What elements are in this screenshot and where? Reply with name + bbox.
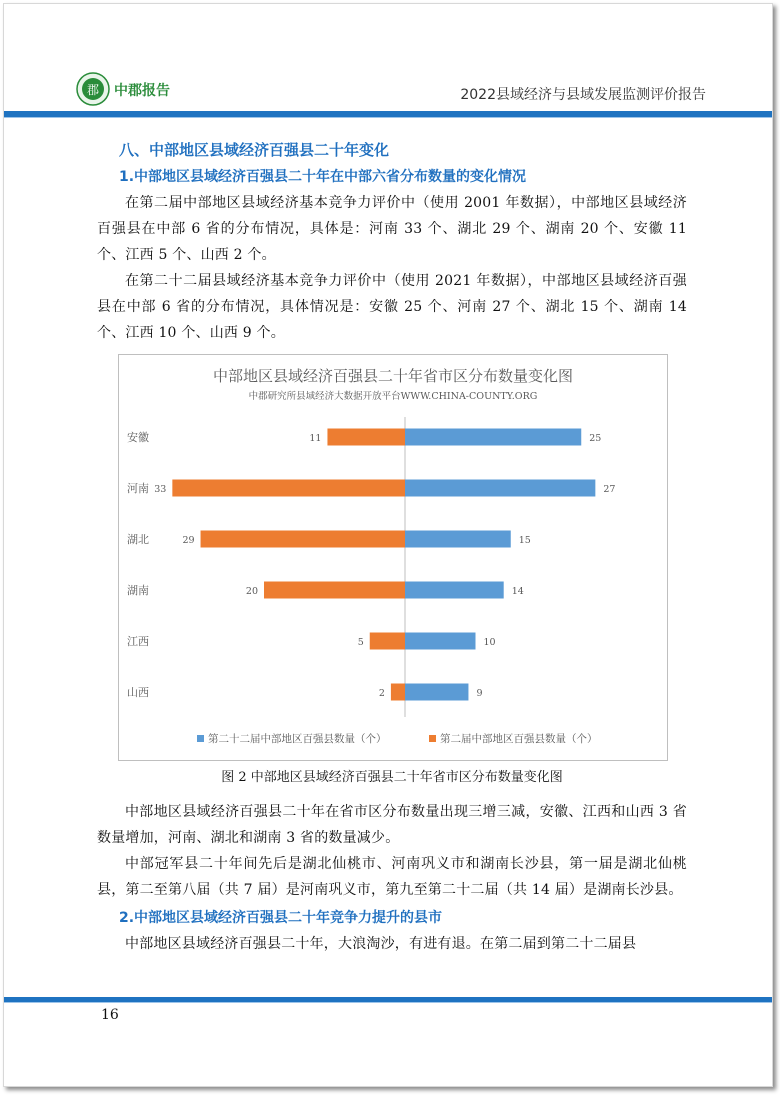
chart-figure <box>118 354 668 761</box>
paragraph: 在第二十二届县域经济基本竞争力评价中（使用 2021 年数据），中部地区县域经济百强县在中部 6 省的分布情况，具体情况是：安徽 25 个、河南 27 个、湖北 15 个、湖南 14 个、江西 10 个、山西 9 个。 <box>97 273 687 341</box>
page-header <box>4 4 772 116</box>
category-label: 河南 <box>127 482 149 495</box>
section-title: 八、中部地区县域经济百强县二十年变化 <box>119 141 390 159</box>
data-label: 29 <box>182 535 195 546</box>
bar-left <box>370 633 405 650</box>
data-label: 25 <box>589 433 602 444</box>
zhongjun-logo <box>76 72 110 106</box>
bar-left <box>264 582 405 599</box>
chart-title: 中部地区县域经济百强县二十年省市区分布数量变化图 <box>212 367 573 385</box>
paragraph: 中部地区县域经济百强县二十年在省市区分布数量出现三增三减，安徽、江西和山西 3 省数量增加，河南、湖北和湖南 3 省的数量减少。 <box>97 804 687 846</box>
data-label: 9 <box>476 688 483 699</box>
figure-caption: 图 2 中部地区县域经济百强县二十年省市区分布数量变化图 <box>221 770 563 785</box>
category-label: 湖北 <box>127 533 149 546</box>
report-title: 2022县域经济与县域发展监测评价报告 <box>460 87 706 103</box>
subsection-title-2: 2.中部地区县域经济百强县二十年竞争力提升的县市 <box>119 910 443 926</box>
data-label: 15 <box>518 535 531 546</box>
bar-right <box>405 480 595 497</box>
category-label: 湖南 <box>127 584 149 597</box>
category-label: 山西 <box>127 686 149 699</box>
logo-glyph: 郡 <box>86 83 100 97</box>
footer-rule-thin <box>4 1002 772 1003</box>
bar-left <box>172 480 405 497</box>
category-label: 江西 <box>127 635 149 648</box>
legend-swatch <box>197 735 204 742</box>
bar-right <box>405 684 468 701</box>
data-label: 11 <box>309 433 322 444</box>
data-label: 2 <box>378 688 385 699</box>
paragraph: 中部冠军县二十年间先后是湖北仙桃市、河南巩义市和湖南长沙县，第一届是湖北仙桃县，第二至第八届（共 7 届）是河南巩义市，第九至第二十二届（共 14 届）是湖南长沙县。 <box>97 856 687 898</box>
data-label: 27 <box>603 484 616 495</box>
bar-left <box>327 429 405 446</box>
bar-right <box>405 429 581 446</box>
category-label: 安徽 <box>127 431 149 444</box>
subsection-title-1: 1.中部地区县域经济百强县二十年在中部六省分布数量的变化情况 <box>119 169 527 185</box>
bar-left <box>201 531 405 548</box>
legend-swatch <box>429 735 436 742</box>
data-label: 10 <box>483 637 496 648</box>
bar-right <box>405 582 504 599</box>
legend-label: 第二十二届中部地区百强县数量（个） <box>208 733 387 745</box>
chart-subtitle: 中郡研究所县域经济大数据开放平台WWW.CHINA-COUNTY.ORG <box>248 391 538 402</box>
data-label: 5 <box>357 637 364 648</box>
bar-left <box>391 684 405 701</box>
bar-right <box>405 633 476 650</box>
bar-chart <box>119 355 667 760</box>
page-content <box>97 136 687 957</box>
page <box>3 3 773 1087</box>
brand-name: 中郡报告 <box>114 83 170 99</box>
data-label: 20 <box>245 586 258 597</box>
header-rule-thin <box>4 117 772 118</box>
data-label: 14 <box>511 586 524 597</box>
page-number: 16 <box>101 1007 119 1023</box>
paragraph: 在第二届中部地区县域经济基本竞争力评价中（使用 2001 年数据），中部地区县域经济百强县在中部 6 省的分布情况，具体是：河南 33 个、湖北 29 个、湖南 20 个、安徽 11 个、江西 5 个、山西 2 个。 <box>97 195 687 263</box>
data-label: 33 <box>154 484 167 495</box>
paragraph: 中部地区县域经济百强县二十年，大浪淘沙，有进有退。在第二届到第二十二届县 <box>125 936 637 952</box>
legend-label: 第二届中部地区百强县数量（个） <box>440 733 598 745</box>
bar-right <box>405 531 511 548</box>
